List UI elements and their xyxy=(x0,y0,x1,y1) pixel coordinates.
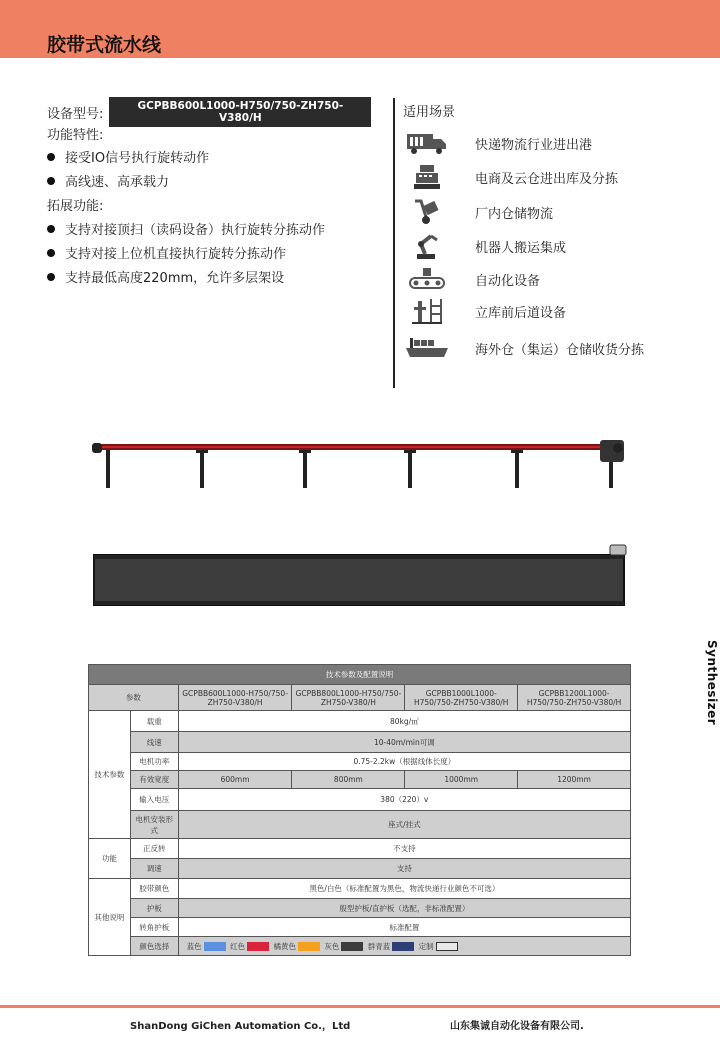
row-label: 颜色选择 xyxy=(130,937,178,956)
model-row xyxy=(47,97,371,127)
table-header-row xyxy=(89,685,631,711)
table-row xyxy=(89,859,631,879)
color-swatch-gray xyxy=(341,942,363,951)
page-header xyxy=(0,0,720,58)
scenes-title: 适用场景 xyxy=(403,105,456,120)
model-col-3: GCPBB1000L1000-H750/750-ZH750-V380/H xyxy=(405,685,518,711)
conveyor-icon xyxy=(403,265,451,293)
color-swatch-ultramarine xyxy=(392,942,414,951)
row-value: 10-40m/min可调 xyxy=(178,732,630,753)
scene-item: 机器人搬运集成 xyxy=(403,232,451,260)
model-value: GCPBB600L1000-H750/750-ZH750-V380/H xyxy=(109,97,371,127)
footer-company-cn: 山东集诚自动化设备有限公司. xyxy=(450,1021,584,1032)
row-value: 殷型护板/直护板（选配，非标准配置） xyxy=(178,899,630,918)
table-row xyxy=(89,732,631,753)
scene-item: 厂内仓储物流 xyxy=(403,198,451,226)
row-label: 调速 xyxy=(130,859,178,879)
row-label: 正反转 xyxy=(130,839,178,859)
feature-item: 高线速、高承载力 xyxy=(47,171,169,190)
table-row xyxy=(89,918,631,937)
color-options: 蓝色 红色 橘黄色 灰色 群青蓝 定制 xyxy=(178,937,630,956)
bullet-icon xyxy=(47,249,55,257)
group-label: 技术参数 xyxy=(89,711,131,839)
row-label: 电机功率 xyxy=(130,753,178,771)
row-value: 0.75-2.2kw（根据线体长度） xyxy=(178,753,630,771)
side-label: Synthesizer xyxy=(705,640,719,726)
bullet-icon xyxy=(47,273,55,281)
hand-truck-icon xyxy=(403,198,451,226)
model-col-4: GCPBB1200L1000-H750/750-ZH750-V380/H xyxy=(518,685,631,711)
table-row xyxy=(89,771,631,789)
footer-divider xyxy=(0,1005,720,1008)
row-value: 黑色/白色（标准配置为黑色，物流快递行业颜色不可选） xyxy=(178,879,630,899)
row-value: 不支持 xyxy=(178,839,630,859)
features-title: 功能特性: xyxy=(47,128,104,143)
group-label: 其他说明 xyxy=(89,879,131,956)
conveyor-side-view xyxy=(92,437,632,493)
feature-item: 接受IO信号执行旋转动作 xyxy=(47,147,209,166)
bullet-icon xyxy=(47,177,55,185)
conveyor-top-view xyxy=(92,543,632,607)
table-row xyxy=(89,879,631,899)
row-value: 600mm xyxy=(178,771,292,789)
param-header: 参数 xyxy=(89,685,179,711)
row-label: 护板 xyxy=(130,899,178,918)
truck-icon xyxy=(403,129,451,157)
table-row xyxy=(89,899,631,918)
model-col-2: GCPBB800L1000-H750/750-ZH750-V380/H xyxy=(292,685,405,711)
bullet-icon xyxy=(47,225,55,233)
cargo-ship-icon xyxy=(403,334,451,362)
table-row xyxy=(89,937,631,956)
scene-item: 快递物流行业进出港 xyxy=(403,129,451,157)
row-value: 800mm xyxy=(292,771,405,789)
row-value: 座式/挂式 xyxy=(178,811,630,839)
row-label: 载重 xyxy=(130,711,178,732)
row-value: 支持 xyxy=(178,859,630,879)
color-swatch-custom xyxy=(436,942,458,951)
table-row xyxy=(89,839,631,859)
cash-register-icon xyxy=(403,163,451,191)
extension-item: 支持最低高度220mm，允许多层架设 xyxy=(47,267,284,286)
spec-table xyxy=(88,664,631,956)
row-value: 1200mm xyxy=(518,771,631,789)
model-label: 设备型号: xyxy=(47,106,104,122)
bullet-icon xyxy=(47,153,55,161)
row-value: 380（220）v xyxy=(178,789,630,811)
color-swatch-blue xyxy=(204,942,226,951)
robot-arm-icon xyxy=(403,232,451,260)
extensions-title: 拓展功能: xyxy=(47,199,104,214)
scene-item: 海外仓（集运）仓储收货分拣 xyxy=(403,334,451,362)
row-value: 标准配置 xyxy=(178,918,630,937)
group-label: 功能 xyxy=(89,839,131,879)
table-row xyxy=(89,789,631,811)
table-row xyxy=(89,811,631,839)
scene-item: 电商及云仓进出库及分拣 xyxy=(403,163,451,191)
row-value: 80kg/㎡ xyxy=(178,711,630,732)
extension-item: 支持对接上位机直接执行旋转分拣动作 xyxy=(47,243,286,262)
footer-company-en: ShanDong GiChen Automation Co.，Ltd xyxy=(130,1021,351,1032)
page-title: 胶带式流水线 xyxy=(47,34,162,56)
shelf-icon xyxy=(403,297,451,325)
extension-item: 支持对接顶扫（读码设备）执行旋转分拣动作 xyxy=(47,219,325,238)
row-label: 线速 xyxy=(130,732,178,753)
scene-item: 立库前后道设备 xyxy=(403,297,451,325)
color-swatch-orange xyxy=(298,942,320,951)
scene-item: 自动化设备 xyxy=(403,265,451,293)
row-label: 胶带颜色 xyxy=(130,879,178,899)
row-value: 1000mm xyxy=(405,771,518,789)
row-label: 有效宽度 xyxy=(130,771,178,789)
row-label: 电机安装形式 xyxy=(130,811,178,839)
divider xyxy=(393,98,395,388)
row-label: 转角护板 xyxy=(130,918,178,937)
table-title: 技术参数及配置说明 xyxy=(89,665,631,685)
table-title-row xyxy=(89,665,631,685)
model-col-1: GCPBB600L1000-H750/750-ZH750-V380/H xyxy=(178,685,292,711)
table-row xyxy=(89,711,631,732)
row-label: 输入电压 xyxy=(130,789,178,811)
table-row xyxy=(89,753,631,771)
color-swatch-red xyxy=(247,942,269,951)
